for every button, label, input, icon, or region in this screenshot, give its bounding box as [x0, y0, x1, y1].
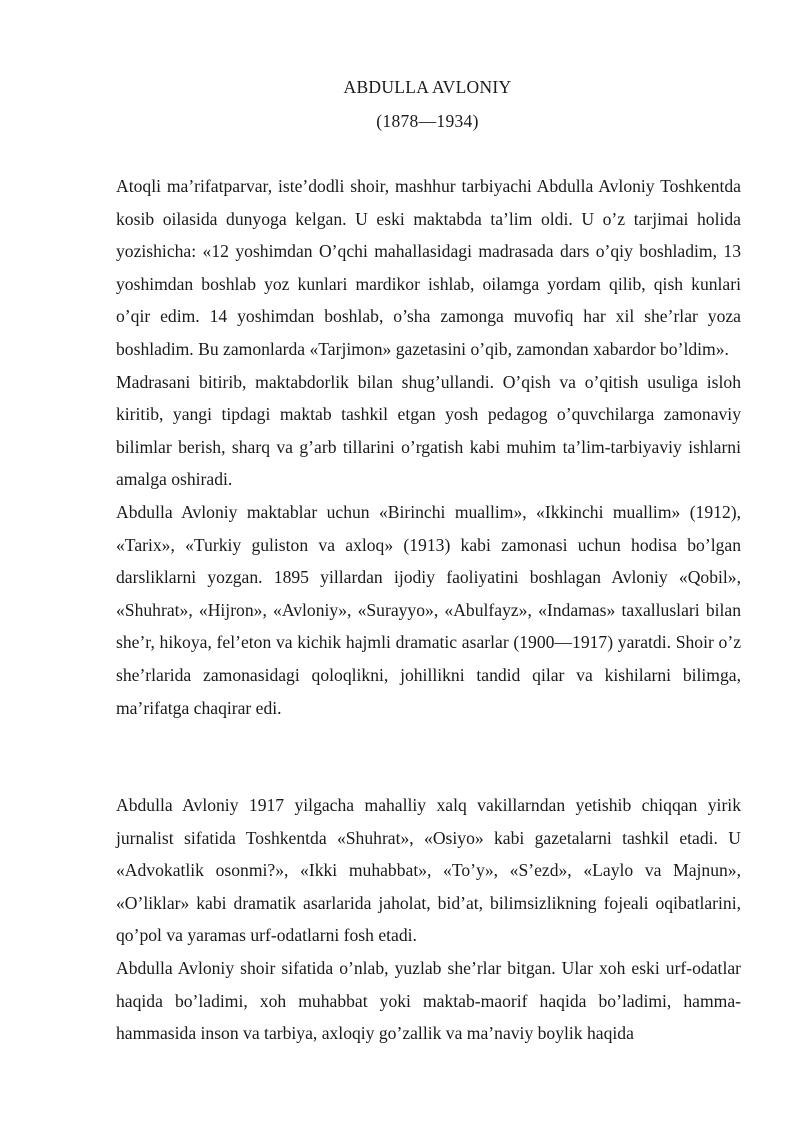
paragraph: Madrasani bitirib, maktabdorlik bilan shug’ullandi. O’qish va o’qitish usuliga isloh kiritib, yangi tipdagi maktab tashkil etgan yosh pedagog o’quvchilarga zamonaviy bilimlar berish, sharq va g’arb tillarini o’rgatish kabi muhim ta’lim-tarbiyaviy ishlarni amalga oshiradi.: [116, 371, 741, 490]
body-block-1: [116, 170, 741, 724]
paragraph: Atoqli ma’rifatparvar, iste’dodli shoir, mashhur tarbiyachi Abdulla Avloniy Toshkentda kosib oilasida dunyoga kelgan. U eski maktabda ta’lim oldi. U o’z tarjimai holida yozishicha: «12 yoshimdan O’qchi mahallasidagi madrasada dars o’qiy boshladim, 13 yoshimdan boshlab yoz kunlari mardikor ishlab, oilamga yordam qilib, qish kunlari o’qir edim. 14 yoshimdan boshlab, o’sha zamonga muvofiq har xil she’rlar yoza boshladim. Bu zamonlarda «Tarjimon» gazetasini o’qib, zamondan xabardor bo’ldim».: [116, 176, 741, 359]
paragraph: Abdulla Avloniy shoir sifatida o’nlab, yuzlab she’rlar bitgan. Ular xoh eski urf-odatlar haqida bo’ladimi, xoh muhabbat yoki maktab-maorif haqida bo’ladimi, hamma-hammasida inson va tarbiya, axloqiy go’zallik va ma’naviy boylik haqida: [116, 957, 741, 1044]
page-subtitle-years: (1878—1934): [376, 111, 479, 131]
paragraph: Abdulla Avloniy maktablar uchun «Birinchi muallim», «Ikkinchi muallim» (1912), «Tarix», «Turkiy guliston va axloq» (1913) kabi zamonasi uchun hodisa bo’lgan darsliklarni yozgan. 1895 yillardan ijodiy faoliyatini boshlagan Avloniy «Qobil», «Shuhrat», «Hijron», «Avloniy», «Surayyo», «Abulfayz», «Indamas» taxalluslari bilan she’r, hikoya, fel’eton va kichik hajmli dramatic asarlar (1900—1917) yaratdi. Shoir o’z she’rlarida zamonasidagi qoloqlikni, johillikni tandid qilar va kishilarni bilimga, ma’rifatga chaqirar edi.: [116, 501, 741, 718]
body-block-2: [116, 789, 741, 1050]
page-title: ABDULLA AVLONIY: [343, 77, 512, 97]
paragraph: Abdulla Avloniy 1917 yilgacha mahalliy xalq vakillarndan yetishib chiqqan yirik jurnalist sifatida Toshkentda «Shuhrat», «Osiyo» kabi gazetalarni tashkil etadi. U «Advokatlik osonmi?», «Ikki muhabbat», «To’y», «S’ezd», «Laylo va Majnun», «O’liklar» kabi dramatik asarlarida jaholat, bid’at, bilimsizlikning fojeali oqibatlarini, qo’pol va yaramas urf-odatlarni fosh etadi.: [116, 795, 741, 946]
